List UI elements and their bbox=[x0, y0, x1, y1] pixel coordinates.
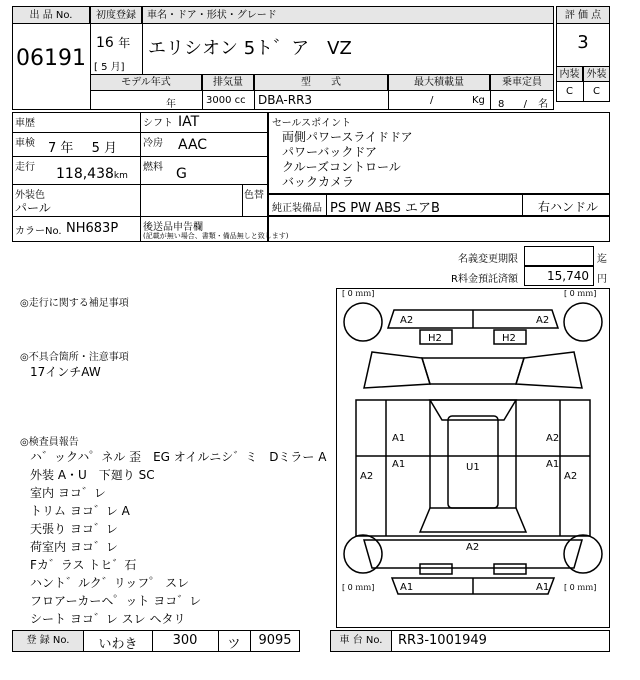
tire-depth-label: [ 0 ｍｍ] bbox=[564, 289, 597, 298]
displacement-value: 3000 bbox=[206, 95, 232, 106]
windshield bbox=[430, 400, 516, 420]
color-no-label: カラーNo. bbox=[15, 226, 62, 237]
inspector-line: トリム ヨコ゛レ A bbox=[30, 504, 130, 518]
exterior-grade: C bbox=[593, 86, 600, 97]
front-fender-right bbox=[516, 352, 582, 388]
inspector-line: ハント゛ルク゛リッフ゜ スレ bbox=[30, 576, 190, 590]
chassis-number: RR3-1001949 bbox=[398, 633, 487, 648]
sales-point-item: 両側パワースライドドア bbox=[282, 130, 413, 144]
rear-light-left bbox=[420, 564, 452, 574]
sales-point-item: パワーバックドア bbox=[282, 145, 378, 159]
divider bbox=[12, 156, 268, 157]
name-change-unit: 迄 bbox=[597, 254, 607, 265]
damage-mark: A2 bbox=[400, 315, 414, 326]
front-fender-left bbox=[364, 352, 430, 388]
inspection-month: 5 bbox=[91, 141, 100, 156]
damage-mark: A2 bbox=[564, 471, 578, 482]
displacement-label: 排気量 bbox=[202, 74, 254, 91]
model-year-unit: 年 bbox=[166, 99, 176, 110]
registration-class: 300 bbox=[172, 633, 198, 648]
max-load-sep: / bbox=[430, 95, 434, 106]
divider bbox=[583, 82, 584, 102]
tire-depth-label: [ 0 ｍｍ] bbox=[342, 583, 375, 592]
divider bbox=[12, 132, 268, 133]
inspector-line: フロアーカーヘ゜ット ヨコ゛レ bbox=[30, 594, 202, 608]
damage-mark: A1 bbox=[546, 459, 560, 470]
divider bbox=[326, 194, 327, 216]
interior-label: 内装 bbox=[556, 66, 583, 82]
capacity-unit: 名 bbox=[538, 99, 549, 110]
first-reg-year-unit: 年 bbox=[118, 36, 131, 50]
capacity-label: 乗車定員 bbox=[490, 74, 554, 91]
score-label: 評 価 点 bbox=[556, 6, 610, 24]
car-name-label: 車名・ドア・形状・グレード bbox=[142, 6, 554, 24]
inspector-line: 室内 ヨコ゛レ bbox=[30, 486, 106, 500]
inspector-line: シート ヨコ゛レ スレ ヘタリ bbox=[30, 612, 186, 626]
mileage-unit: km bbox=[113, 171, 128, 181]
inspector-report-label: ◎検査員報告 bbox=[20, 437, 79, 448]
damage-mark: A2 bbox=[360, 471, 374, 482]
recycle-unit: 円 bbox=[597, 274, 607, 285]
sales-points-label: セールスポイント bbox=[272, 118, 352, 129]
tire-front-right bbox=[564, 303, 602, 341]
first-reg-month: [ 5 月] bbox=[94, 62, 125, 73]
mileage-number: 118,438 bbox=[56, 166, 114, 182]
registration-area: いわき bbox=[98, 637, 138, 652]
registration-kana: ツ bbox=[227, 637, 241, 652]
inspection-year: 7 bbox=[48, 141, 57, 156]
equipment-label: 純正装備品 bbox=[272, 203, 322, 214]
damage-mark: H2 bbox=[502, 333, 516, 344]
hood bbox=[422, 358, 524, 384]
registration-number: 9095 bbox=[258, 633, 292, 648]
inspection-value bbox=[48, 137, 117, 156]
defects-value: 17インチAW bbox=[30, 365, 101, 379]
shift-value: IAT bbox=[178, 114, 200, 130]
divider bbox=[388, 91, 389, 110]
capacity bbox=[498, 95, 548, 110]
car-diagram bbox=[336, 288, 610, 628]
ac-value: AAC bbox=[178, 137, 208, 153]
mileage-label: 走行 bbox=[15, 162, 35, 173]
driving-notes-label: ◎走行に関する補足事項 bbox=[20, 298, 129, 309]
shift-label: シフト bbox=[143, 118, 173, 129]
damage-mark: A1 bbox=[400, 582, 414, 593]
inspector-line: 天張り ヨコ゛レ bbox=[30, 522, 118, 536]
fuel-label: 燃料 bbox=[143, 162, 163, 173]
mileage-value bbox=[56, 166, 128, 182]
divider bbox=[140, 216, 141, 242]
history-label: 車歴 bbox=[15, 118, 35, 129]
inspector-line: ハ゛ックハ゜ネル 歪 EG オイルニシ゛ミ Dミラー A bbox=[30, 450, 327, 464]
first-reg-year bbox=[96, 34, 130, 51]
damage-marks bbox=[360, 315, 577, 593]
inspector-line: 外装 A・U 下廻り SC bbox=[30, 468, 155, 482]
recycle-value: 15,740 bbox=[524, 266, 594, 286]
exterior-label: 外装 bbox=[583, 66, 610, 82]
defects-label: ◎不具合箇所・注意事項 bbox=[20, 352, 129, 363]
ac-label: 冷房 bbox=[143, 138, 163, 149]
max-load-label: 最大積載量 bbox=[388, 74, 490, 91]
model-type: DBA-RR3 bbox=[258, 93, 313, 107]
color-no-value: NH683P bbox=[66, 221, 119, 236]
tire-front-left bbox=[344, 303, 382, 341]
chassis-label: 車 台 No. bbox=[330, 630, 392, 652]
damage-mark: A1 bbox=[392, 459, 406, 470]
divider bbox=[140, 112, 141, 216]
exterior-color-value: パール bbox=[15, 201, 51, 215]
damage-mark: A1 bbox=[536, 582, 550, 593]
divider bbox=[522, 194, 523, 216]
inspection-month-unit: 月 bbox=[104, 141, 118, 156]
inspection-year-unit: 年 bbox=[60, 141, 74, 156]
divider bbox=[142, 24, 143, 74]
max-load-unit: Kg bbox=[472, 95, 485, 106]
post-delivery-note: (記載が無い場合、書類・備品無しと致します) bbox=[143, 232, 289, 240]
car-name: エリシオン 5ト゛ア VZ bbox=[148, 38, 352, 59]
post-delivery-box bbox=[268, 216, 610, 242]
sales-point-item: クルーズコントロール bbox=[282, 160, 401, 174]
damage-mark: H2 bbox=[428, 333, 442, 344]
damage-mark: A1 bbox=[392, 433, 406, 444]
divider bbox=[254, 91, 255, 110]
displacement bbox=[206, 95, 246, 106]
equipment-value: PS PW ABS エアB bbox=[330, 201, 440, 216]
damage-mark: A2 bbox=[466, 542, 480, 553]
tire-depth-label: [ 0 ｍｍ] bbox=[342, 289, 375, 298]
divider bbox=[490, 91, 491, 110]
capacity-value: 8 bbox=[498, 99, 505, 110]
score-value: 3 bbox=[577, 32, 589, 53]
damage-mark: U1 bbox=[466, 462, 480, 473]
interior-grade: C bbox=[566, 86, 573, 97]
fuel-value: G bbox=[176, 166, 187, 182]
color-change-label: 色替 bbox=[244, 190, 264, 201]
type-label: 型 式 bbox=[254, 74, 388, 91]
post-delivery-label: 後送品申告欄 bbox=[143, 222, 203, 233]
name-change-box bbox=[524, 246, 594, 266]
lot-number: 06191 bbox=[16, 46, 86, 71]
exterior-color-label: 外装色 bbox=[15, 190, 45, 201]
inspector-line: Fカ゛ラス トヒ゛石 bbox=[30, 558, 137, 572]
damage-mark: A2 bbox=[546, 433, 560, 444]
first-reg-year-value: 16 bbox=[96, 35, 114, 51]
rear-window bbox=[420, 508, 526, 532]
recycle-label: R料金預託済額 bbox=[451, 274, 518, 285]
first-reg-label: 初度登録 bbox=[90, 6, 142, 24]
divider bbox=[12, 184, 268, 185]
rear-light-right bbox=[494, 564, 526, 574]
steering-value: 右ハンドル bbox=[538, 200, 599, 214]
capacity-sep: / bbox=[523, 99, 527, 110]
model-year-label: モデル年式 bbox=[90, 74, 202, 91]
name-change-label: 名義変更期限 bbox=[458, 254, 518, 265]
displacement-unit: cc bbox=[234, 95, 246, 106]
inspection-label: 車検 bbox=[15, 138, 35, 149]
sales-point-item: バックカメラ bbox=[282, 175, 355, 189]
inspector-line: 荷室内 ヨコ゛レ bbox=[30, 540, 118, 554]
tire-depth-label: [ 0 ｍｍ] bbox=[564, 583, 597, 592]
divider bbox=[202, 91, 203, 110]
divider bbox=[242, 184, 243, 216]
lot-label: 出 品 No. bbox=[12, 6, 90, 24]
damage-mark: A2 bbox=[536, 315, 550, 326]
registration-label: 登 録 No. bbox=[12, 630, 84, 652]
